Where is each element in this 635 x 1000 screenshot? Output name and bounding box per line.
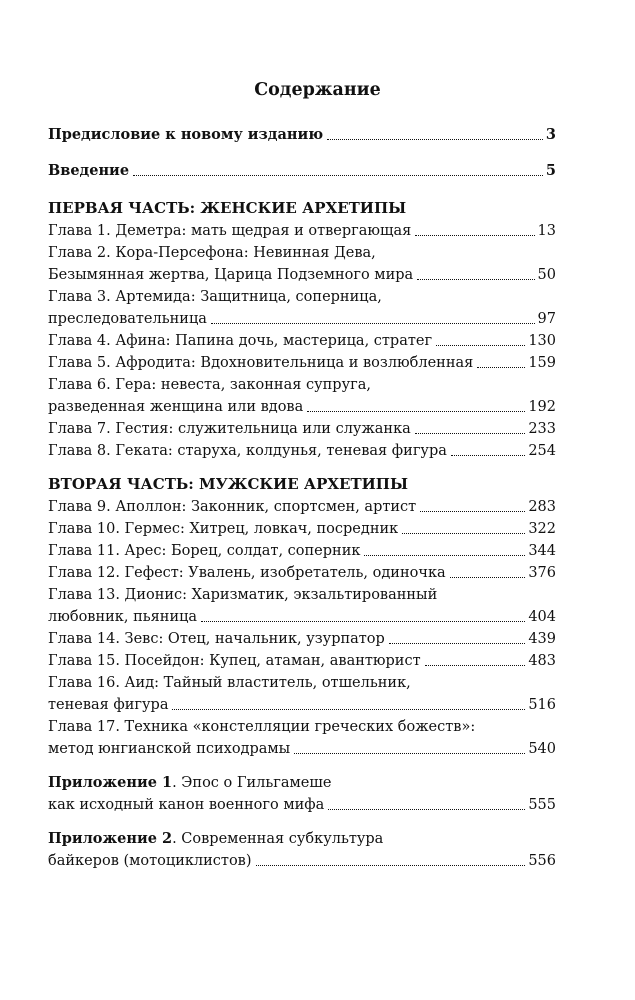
dot-leader xyxy=(415,433,526,434)
toc-entry[interactable] xyxy=(48,628,556,650)
page-number: 159 xyxy=(528,355,556,371)
page-number: 483 xyxy=(528,653,556,669)
dot-leader xyxy=(307,411,525,412)
toc-entry-title: Глава 8. Геката: старуха, колдунья, теневая фигура xyxy=(48,443,447,459)
dot-leader xyxy=(425,665,526,666)
toc-entry[interactable] xyxy=(48,286,556,330)
toc-entry-line: Приложение 1. Эпос о Гильгамеше xyxy=(48,774,332,791)
page-number: 516 xyxy=(528,697,556,713)
dot-leader xyxy=(133,175,543,176)
dot-leader xyxy=(415,235,534,236)
toc-entry-line: Глава 17. Техника «констелляции греческих божеств»: xyxy=(48,719,476,735)
toc-entry-title: теневая фигура xyxy=(48,697,169,713)
toc-entry-line: Приложение 2. Современная субкультура xyxy=(48,830,384,847)
appendix-label: Приложение 2 xyxy=(48,830,173,847)
page-number: 540 xyxy=(528,741,556,757)
toc-entry-title: Глава 4. Афина: Папина дочь, мастерица, стратег xyxy=(48,333,433,349)
appendix-label: Приложение 1 xyxy=(48,774,173,791)
toc-entry[interactable] xyxy=(48,650,556,672)
page-number: 439 xyxy=(528,631,556,647)
page-number: 13 xyxy=(537,223,556,239)
toc-entry[interactable] xyxy=(48,584,556,628)
dot-leader xyxy=(327,139,543,140)
section-heading: ВТОРАЯ ЧАСТЬ: МУЖСКИЕ АРХЕТИПЫ xyxy=(48,475,408,493)
page-number: 376 xyxy=(528,565,556,581)
toc-entry[interactable] xyxy=(48,772,556,816)
toc-entry[interactable] xyxy=(48,496,556,518)
toc-entry-line: Глава 3. Артемида: Защитница, соперница, xyxy=(48,289,382,305)
page-number: 555 xyxy=(528,797,556,813)
page-title: Содержание xyxy=(254,80,381,100)
toc-entry-title: Глава 12. Гефест: Увалень, изобретатель, одиночка xyxy=(48,565,446,581)
page-number: 556 xyxy=(528,853,556,869)
dot-leader xyxy=(417,279,534,280)
toc-entry[interactable] xyxy=(48,540,556,562)
toc-entry[interactable] xyxy=(48,242,556,286)
toc-entry[interactable] xyxy=(48,562,556,584)
toc-entry[interactable] xyxy=(48,418,556,440)
toc-entry-title: как исходный канон военного мифа xyxy=(48,797,325,813)
toc-entry[interactable] xyxy=(48,672,556,716)
dot-leader xyxy=(364,555,525,556)
toc-entry[interactable] xyxy=(48,124,556,146)
toc-entry-title: Глава 14. Зевс: Отец, начальник, узурпатор xyxy=(48,631,385,647)
toc-entry-title: метод юнгианской психодрамы xyxy=(48,741,291,757)
page-number: 233 xyxy=(528,421,556,437)
dot-leader xyxy=(172,709,525,710)
toc-entry[interactable] xyxy=(48,352,556,374)
page-number: 50 xyxy=(537,267,556,283)
toc-entry[interactable] xyxy=(48,716,556,760)
toc-entry-title: Безымянная жертва, Царица Подземного мира xyxy=(48,267,414,283)
toc-entry-title: Введение xyxy=(48,162,130,179)
toc-entry-title: Глава 10. Гермес: Хитрец, ловкач, посредник xyxy=(48,521,399,537)
toc-entry-title: разведенная женщина или вдова xyxy=(48,399,304,415)
toc-entry-title: Глава 11. Арес: Борец, солдат, соперник xyxy=(48,543,361,559)
toc-entry-title: Глава 5. Афродита: Вдохновительница и возлюбленная xyxy=(48,355,474,371)
dot-leader xyxy=(256,865,526,866)
toc-entry[interactable] xyxy=(48,160,556,182)
page-number: 5 xyxy=(545,162,556,179)
dot-leader xyxy=(402,533,525,534)
dot-leader xyxy=(389,643,525,644)
page-number: 97 xyxy=(537,311,556,327)
toc-entry[interactable] xyxy=(48,440,556,462)
toc-entry[interactable] xyxy=(48,220,556,242)
page-number: 322 xyxy=(528,521,556,537)
toc-entry-title: Предисловие к новому изданию xyxy=(48,126,324,143)
toc-entry-line: Глава 6. Гера: невеста, законная супруга, xyxy=(48,377,371,393)
toc-entry-title: Глава 15. Посейдон: Купец, атаман, авантюрист xyxy=(48,653,421,669)
toc-entry-title: любовник, пьяница xyxy=(48,609,198,625)
dot-leader xyxy=(211,323,535,324)
toc-entry-line: Глава 13. Дионис: Харизматик, экзальтированный xyxy=(48,587,438,603)
toc-entry[interactable] xyxy=(48,374,556,418)
page-number: 3 xyxy=(545,126,556,143)
table-of-contents xyxy=(48,114,556,872)
page-number: 404 xyxy=(528,609,556,625)
toc-entry-line: Глава 2. Кора-Персефона: Невинная Дева, xyxy=(48,245,376,261)
dot-leader xyxy=(436,345,525,346)
toc-entry-title: преследовательница xyxy=(48,311,207,327)
dot-leader xyxy=(420,511,525,512)
toc-entry-title: Глава 1. Деметра: мать щедрая и отвергающая xyxy=(48,223,412,239)
section-heading: ПЕРВАЯ ЧАСТЬ: ЖЕНСКИЕ АРХЕТИПЫ xyxy=(48,199,407,217)
dot-leader xyxy=(328,809,525,810)
toc-entry-line: Глава 16. Аид: Тайный властитель, отшельник, xyxy=(48,675,411,691)
page-number: 130 xyxy=(528,333,556,349)
dot-leader xyxy=(477,367,525,368)
page-number: 344 xyxy=(528,543,556,559)
toc-entry[interactable] xyxy=(48,518,556,540)
dot-leader xyxy=(451,455,525,456)
page-number: 283 xyxy=(528,499,556,515)
toc-entry-title: байкеров (мотоциклистов) xyxy=(48,853,252,869)
dot-leader xyxy=(294,753,525,754)
toc-entry[interactable] xyxy=(48,330,556,352)
toc-entry[interactable] xyxy=(48,828,556,872)
toc-entry-title: Глава 7. Гестия: служительница или служанка xyxy=(48,421,411,437)
dot-leader xyxy=(201,621,525,622)
toc-entry-title: Глава 9. Аполлон: Законник, спортсмен, артист xyxy=(48,499,417,515)
page-number: 192 xyxy=(528,399,556,415)
dot-leader xyxy=(450,577,526,578)
page-number: 254 xyxy=(528,443,556,459)
